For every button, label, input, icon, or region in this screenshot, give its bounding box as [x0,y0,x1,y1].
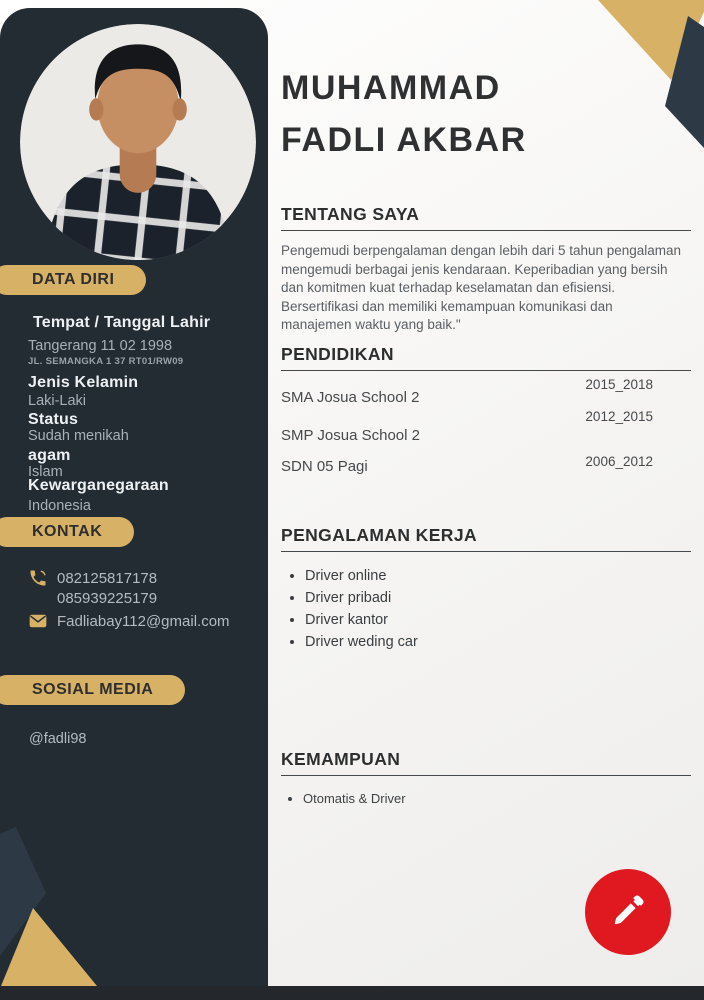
religion-value: Islam [28,464,63,480]
education-school: SDN 05 Pagi [281,457,368,475]
phone-row-2 [57,590,157,607]
education-period: 2006_2012 [585,453,653,469]
phone-number-1: 082125817178 [57,569,158,587]
experience-item: • Driver kantor [305,609,691,631]
pencil-icon [609,892,647,933]
bottom-bar [0,986,704,1000]
nationality-label: Kewarganegaraan [28,477,169,494]
religion-label: agam [28,447,71,464]
birth-value: Tangerang 11 02 1998 [28,338,173,354]
name-line-1: MUHAMMAD [281,69,501,107]
email-value: Fadliabay112@gmail.com [57,612,230,630]
phone-number-2: 085939225179 [57,590,158,607]
gender-label: Jenis Kelamin [28,374,139,391]
nationality-value: Indonesia [28,498,91,514]
social-handle: @fadli98 [29,731,87,747]
gender-value: Laki-Laki [28,393,87,409]
status-label: Status [28,411,79,428]
about-heading: TENTANG SAYA [281,204,691,231]
birth-label: Tempat / Tanggal Lahir [33,314,211,331]
about-body: Pengemudi berpengalaman dengan lebih dari 5 tahun pengalaman mengemudi berbagai jenis kendaraan. Keperibadian yang bersih dan komitmen kuat terhadap keselamatan dan efisiensi. Bersertifikasi dan memiliki kemampuan komunikasi dan manajemen waktu yang baik." [281,243,682,332]
education-school: SMP Josua School 2 [281,426,420,444]
sidebar-panel [0,8,268,986]
status-value: Sudah menikah [28,428,129,444]
experience-item: • Driver weding car [305,631,691,653]
experience-item: • Driver online [305,565,691,587]
experience-item: • Driver pribadi [305,587,691,609]
avatar [20,24,256,260]
main-content [281,62,691,808]
education-list [281,373,691,487]
sosial-media-badge: SOSIAL MEDIA [0,675,185,705]
experience-list [281,565,691,653]
email-row [28,611,230,631]
education-period: 2015_2018 [585,376,653,392]
edit-button[interactable] [585,869,671,955]
birth-address: JL. SEMANGKA 1 37 RT01/RW09 [28,356,184,367]
skills-heading: KEMAMPUAN [281,749,691,776]
kontak-badge: KONTAK [0,517,134,547]
education-period: 2012_2015 [585,408,653,424]
data-diri-badge: DATA DIRI [0,265,146,295]
phone-row [28,568,157,588]
skill-item: • Otomatis & Driver [303,790,691,808]
mail-icon [28,611,48,631]
education-school: SMA Josua School 2 [281,388,420,406]
name-line-2: FADLI AKBAR [281,121,527,159]
skills-list [281,790,691,808]
phone-icon [28,568,48,588]
profile-photo [20,24,256,260]
experience-heading: PENGALAMAN KERJA [281,525,691,552]
education-heading: PENDIDIKAN [281,344,691,371]
